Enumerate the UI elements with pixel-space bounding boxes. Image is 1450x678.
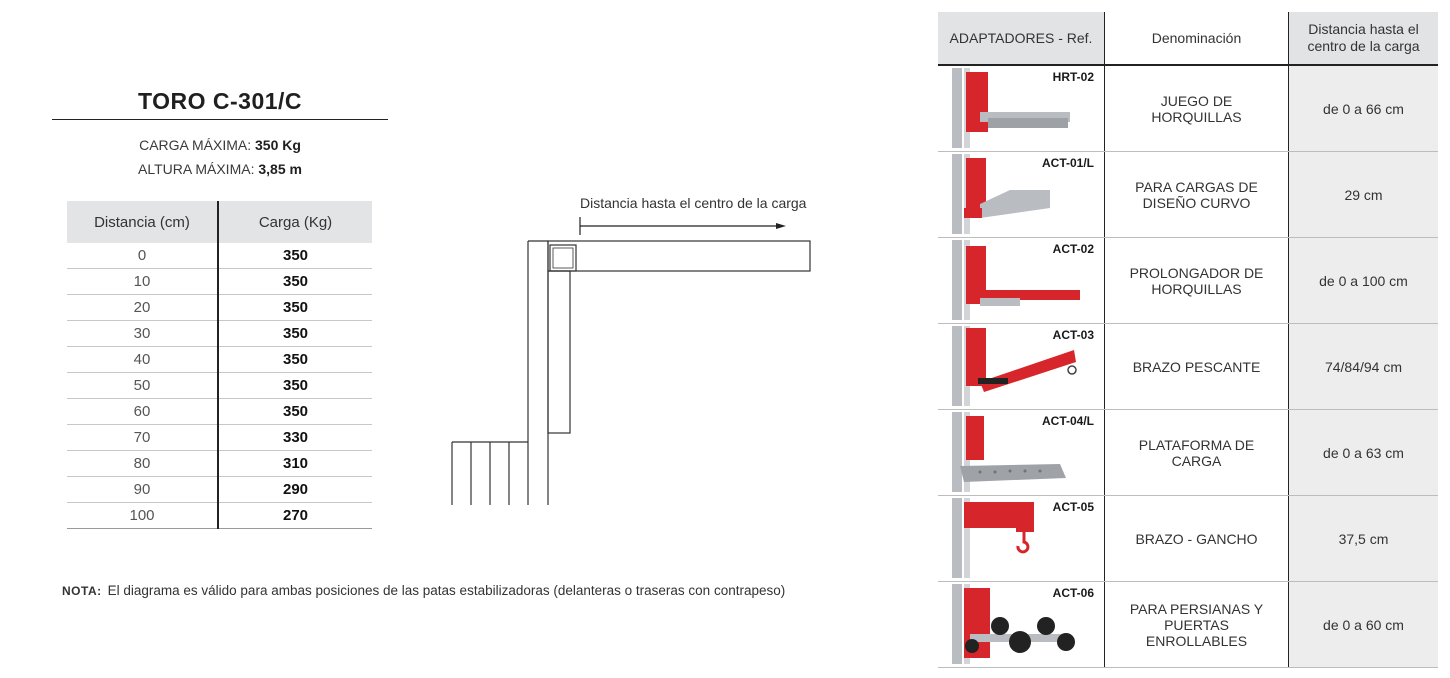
distancia-cell: 10	[67, 269, 218, 295]
header-adaptadores: ADAPTADORES - Ref.	[938, 12, 1105, 65]
adapter-denominacion: JUEGO DE HORQUILLAS	[1105, 65, 1289, 152]
adapters-header-row	[938, 12, 1438, 65]
adapter-denominacion: PLATAFORMA DE CARGA	[1105, 410, 1289, 496]
spec-max-height	[52, 161, 388, 177]
adapter-distancia: 29 cm	[1289, 152, 1439, 238]
adapter-row	[938, 324, 1438, 410]
diagram-caption: Distancia hasta el centro de la carga	[580, 195, 807, 211]
table-row	[67, 399, 372, 425]
adapter-ref: HRT-02	[1052, 70, 1094, 84]
adapter-distancia: de 0 a 60 cm	[1289, 582, 1439, 668]
distancia-cell: 80	[67, 451, 218, 477]
adapter-denominacion: BRAZO PESCANTE	[1105, 324, 1289, 410]
table-row	[67, 503, 372, 529]
adapter-row	[938, 496, 1438, 582]
distancia-cell: 40	[67, 347, 218, 373]
adapter-distancia: de 0 a 100 cm	[1289, 238, 1439, 324]
carga-cell: 350	[218, 347, 372, 373]
adapters-table	[938, 12, 1438, 668]
adapter-denominacion: PROLONGADOR DE HORQUILLAS	[1105, 238, 1289, 324]
adapter-distancia: de 0 a 63 cm	[1289, 410, 1439, 496]
distancia-cell: 90	[67, 477, 218, 503]
adapter-image-cell	[938, 152, 1105, 238]
adapter-image-cell	[938, 410, 1105, 496]
header-distancia: Distancia (cm)	[67, 201, 218, 243]
adapter-image-cell	[938, 324, 1105, 410]
fork-arm	[548, 241, 810, 271]
carriage-box	[550, 245, 576, 271]
carga-cell: 350	[218, 373, 372, 399]
table-row	[67, 347, 372, 373]
distancia-cell: 70	[67, 425, 218, 451]
adapter-distancia: 37,5 cm	[1289, 496, 1439, 582]
table-row	[67, 269, 372, 295]
title-divider	[52, 119, 388, 120]
table-row	[67, 321, 372, 347]
header-denominacion: Denominación	[1105, 12, 1289, 65]
table-row	[67, 373, 372, 399]
spec-max-load-label: CARGA MÁXIMA:	[139, 137, 252, 153]
inner-mast	[548, 271, 570, 433]
note-text: El diagrama es válido para ambas posiciones de las patas estabilizadoras (delanteras o traseras con contrapeso)	[107, 583, 786, 598]
adapter-ref: ACT-06	[1052, 586, 1094, 600]
table-row	[67, 425, 372, 451]
mast-outline	[452, 241, 810, 505]
adapter-ref: ACT-04/L	[1041, 414, 1094, 428]
adapter-ref: ACT-05	[1052, 500, 1094, 514]
distancia-cell: 20	[67, 295, 218, 321]
note-label: NOTA:	[62, 584, 102, 598]
distancia-cell: 30	[67, 321, 218, 347]
distancia-cell: 60	[67, 399, 218, 425]
spec-max-height-label: ALTURA MÁXIMA:	[138, 161, 255, 177]
distance-arrow	[580, 217, 786, 235]
table-row	[67, 451, 372, 477]
table-header-row	[67, 201, 372, 243]
note	[62, 583, 785, 598]
adapter-image-cell	[938, 238, 1105, 324]
adapter-row	[938, 65, 1438, 152]
distancia-cell: 0	[67, 243, 218, 269]
adapter-row	[938, 410, 1438, 496]
adapter-row	[938, 152, 1438, 238]
adapter-row	[938, 238, 1438, 324]
table-row	[67, 477, 372, 503]
spec-max-height-value: 3,85 m	[258, 161, 302, 177]
carga-cell: 310	[218, 451, 372, 477]
header-distancia-centro: Distancia hasta el centro de la carga	[1289, 12, 1439, 65]
spec-max-load-value: 350 Kg	[255, 137, 301, 153]
adapter-image-cell	[938, 65, 1105, 152]
carga-cell: 350	[218, 269, 372, 295]
adapter-image-cell	[938, 582, 1105, 668]
carga-cell: 290	[218, 477, 372, 503]
carga-cell: 350	[218, 321, 372, 347]
carga-cell: 350	[218, 295, 372, 321]
adapter-image-cell	[938, 496, 1105, 582]
spec-max-load	[52, 137, 388, 153]
adapter-distancia: de 0 a 66 cm	[1289, 65, 1439, 152]
carga-cell: 350	[218, 399, 372, 425]
load-distance-diagram	[440, 185, 840, 515]
adapter-denominacion: PARA CARGAS DE DISEÑO CURVO	[1105, 152, 1289, 238]
distancia-cell: 100	[67, 503, 218, 529]
model-title: TORO C-301/C	[137, 88, 303, 114]
adapter-ref: ACT-01/L	[1041, 156, 1094, 170]
adapter-denominacion: BRAZO - GANCHO	[1105, 496, 1289, 582]
carga-cell: 350	[218, 243, 372, 269]
load-capacity-table	[67, 201, 372, 529]
table-row	[67, 295, 372, 321]
adapter-ref: ACT-03	[1052, 328, 1094, 342]
adapter-distancia: 74/84/94 cm	[1289, 324, 1439, 410]
carga-cell: 330	[218, 425, 372, 451]
adapter-row	[938, 582, 1438, 668]
carga-cell: 270	[218, 503, 372, 529]
adapter-denominacion: PARA PERSIANAS Y PUERTAS ENROLLABLES	[1105, 582, 1289, 668]
adapter-ref: ACT-02	[1052, 242, 1094, 256]
header-carga: Carga (Kg)	[218, 201, 372, 243]
table-row	[67, 243, 372, 269]
distancia-cell: 50	[67, 373, 218, 399]
